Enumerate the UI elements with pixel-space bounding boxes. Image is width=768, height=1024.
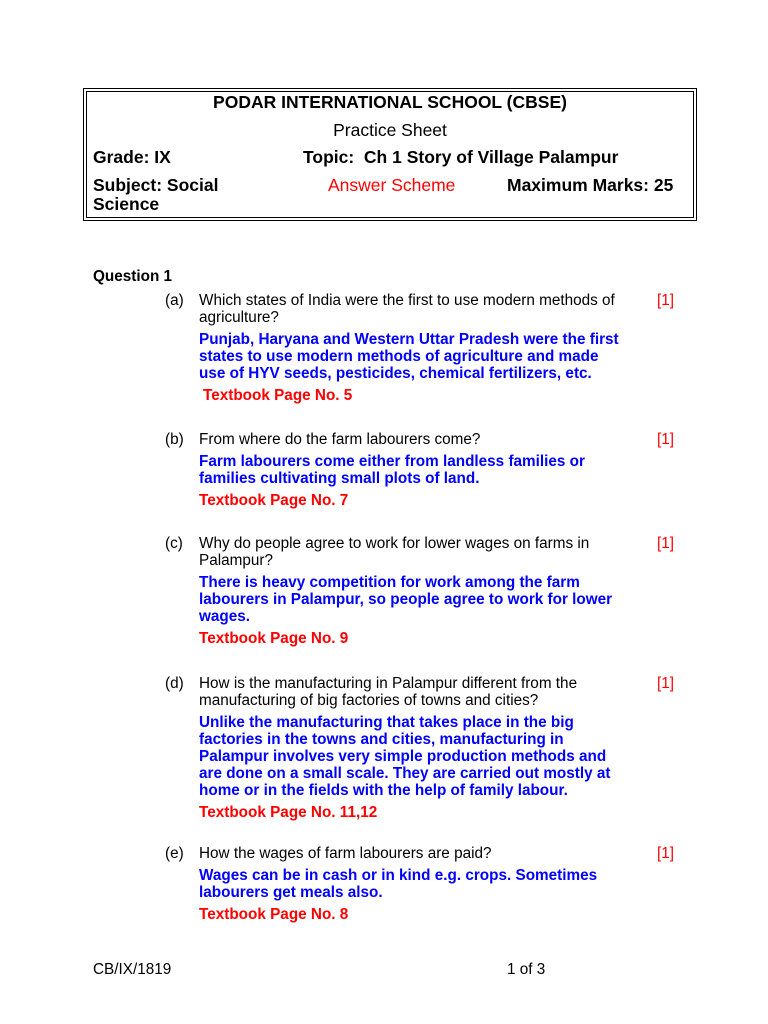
answer-line: Unlike the manufacturing that takes place in the big <box>199 714 574 731</box>
answer-text <box>199 331 649 382</box>
question-line: How is the manufacturing in Palampur different from the <box>199 675 578 692</box>
sheet-title: Practice Sheet <box>333 120 447 140</box>
question-b <box>0 431 768 509</box>
question-line: From where do the farm labourers come? <box>199 431 481 448</box>
question-c <box>0 535 768 647</box>
question-body <box>199 431 649 509</box>
answer-text <box>199 453 649 487</box>
question-body <box>199 535 649 647</box>
answer-line: wages. <box>199 608 251 625</box>
question-text <box>199 675 649 709</box>
question-body <box>199 845 649 923</box>
subject-label-line2: Science <box>93 194 160 214</box>
textbook-reference: Textbook Page No. 9 <box>199 630 349 647</box>
answer-line: home or in the fields with the help of family labour. <box>199 782 568 799</box>
answer-line: Wages can be in cash or in kind e.g. crops. Sometimes <box>199 867 598 884</box>
question-text <box>199 431 649 448</box>
question-line: manufacturing of big factories of towns and cities? <box>199 692 539 709</box>
question-e <box>0 845 768 923</box>
question-line: How the wages of farm labourers are paid? <box>199 845 492 862</box>
subject-label-line1: Subject: Social <box>93 175 219 195</box>
topic-label: Topic: Ch 1 Story of Village Palampur <box>303 147 619 167</box>
marks: [1] <box>657 845 675 862</box>
page-number: 1 of 3 <box>507 961 546 978</box>
question-text <box>199 535 649 569</box>
question-body <box>199 292 649 404</box>
question-label: (e) <box>165 845 184 862</box>
answer-line: Farm labourers come either from landless families or <box>199 453 585 470</box>
question-a <box>0 292 768 404</box>
textbook-reference: Textbook Page No. 5 <box>203 387 353 404</box>
school-name: PODAR INTERNATIONAL SCHOOL (CBSE) <box>213 92 567 112</box>
footer-code: CB/IX/1819 <box>93 961 172 978</box>
question-body <box>199 675 649 821</box>
answer-text <box>199 714 649 799</box>
marks: [1] <box>657 675 675 692</box>
answer-line: There is heavy competition for work among the farm <box>199 574 580 591</box>
grade-label: Grade: IX <box>93 147 171 167</box>
textbook-reference: Textbook Page No. 11,12 <box>199 804 378 821</box>
textbook-reference: Textbook Page No. 7 <box>199 492 349 509</box>
marks: [1] <box>657 535 675 552</box>
question-line: agriculture? <box>199 309 279 326</box>
question-line: Which states of India were the first to use modern methods of <box>199 292 615 309</box>
answer-line: Palampur involves very simple production methods and <box>199 748 607 765</box>
answer-line: labourers in Palampur, so people agree to work for lower <box>199 591 613 608</box>
question-d <box>0 675 768 821</box>
answer-line: Punjab, Haryana and Western Uttar Pradesh were the first <box>199 331 619 348</box>
question-text <box>199 292 649 326</box>
answer-scheme-label: Answer Scheme <box>328 175 456 195</box>
answer-line: are done on a small scale. They are carried out mostly at <box>199 765 611 782</box>
question-label: (d) <box>165 675 184 692</box>
answer-line: use of HYV seeds, pesticides, chemical fertilizers, etc. <box>199 365 592 382</box>
question-text <box>199 845 649 862</box>
answer-line: labourers get meals also. <box>199 884 383 901</box>
question-title: Question 1 <box>93 268 173 285</box>
answer-line: states to use modern methods of agriculture and made <box>199 348 599 365</box>
question-label: (b) <box>165 431 184 448</box>
marks: [1] <box>657 292 675 309</box>
question-label: (c) <box>165 535 183 552</box>
answer-text <box>199 867 649 901</box>
question-line: Why do people agree to work for lower wages on farms in <box>199 535 590 552</box>
textbook-reference: Textbook Page No. 8 <box>199 906 349 923</box>
question-label: (a) <box>165 292 184 309</box>
answer-text <box>199 574 649 625</box>
marks: [1] <box>657 431 675 448</box>
question-line: Palampur? <box>199 552 273 569</box>
answer-line: factories in the towns and cities, manufacturing in <box>199 731 564 748</box>
answer-line: families cultivating small plots of land. <box>199 470 480 487</box>
max-marks-label: Maximum Marks: 25 <box>507 175 674 195</box>
